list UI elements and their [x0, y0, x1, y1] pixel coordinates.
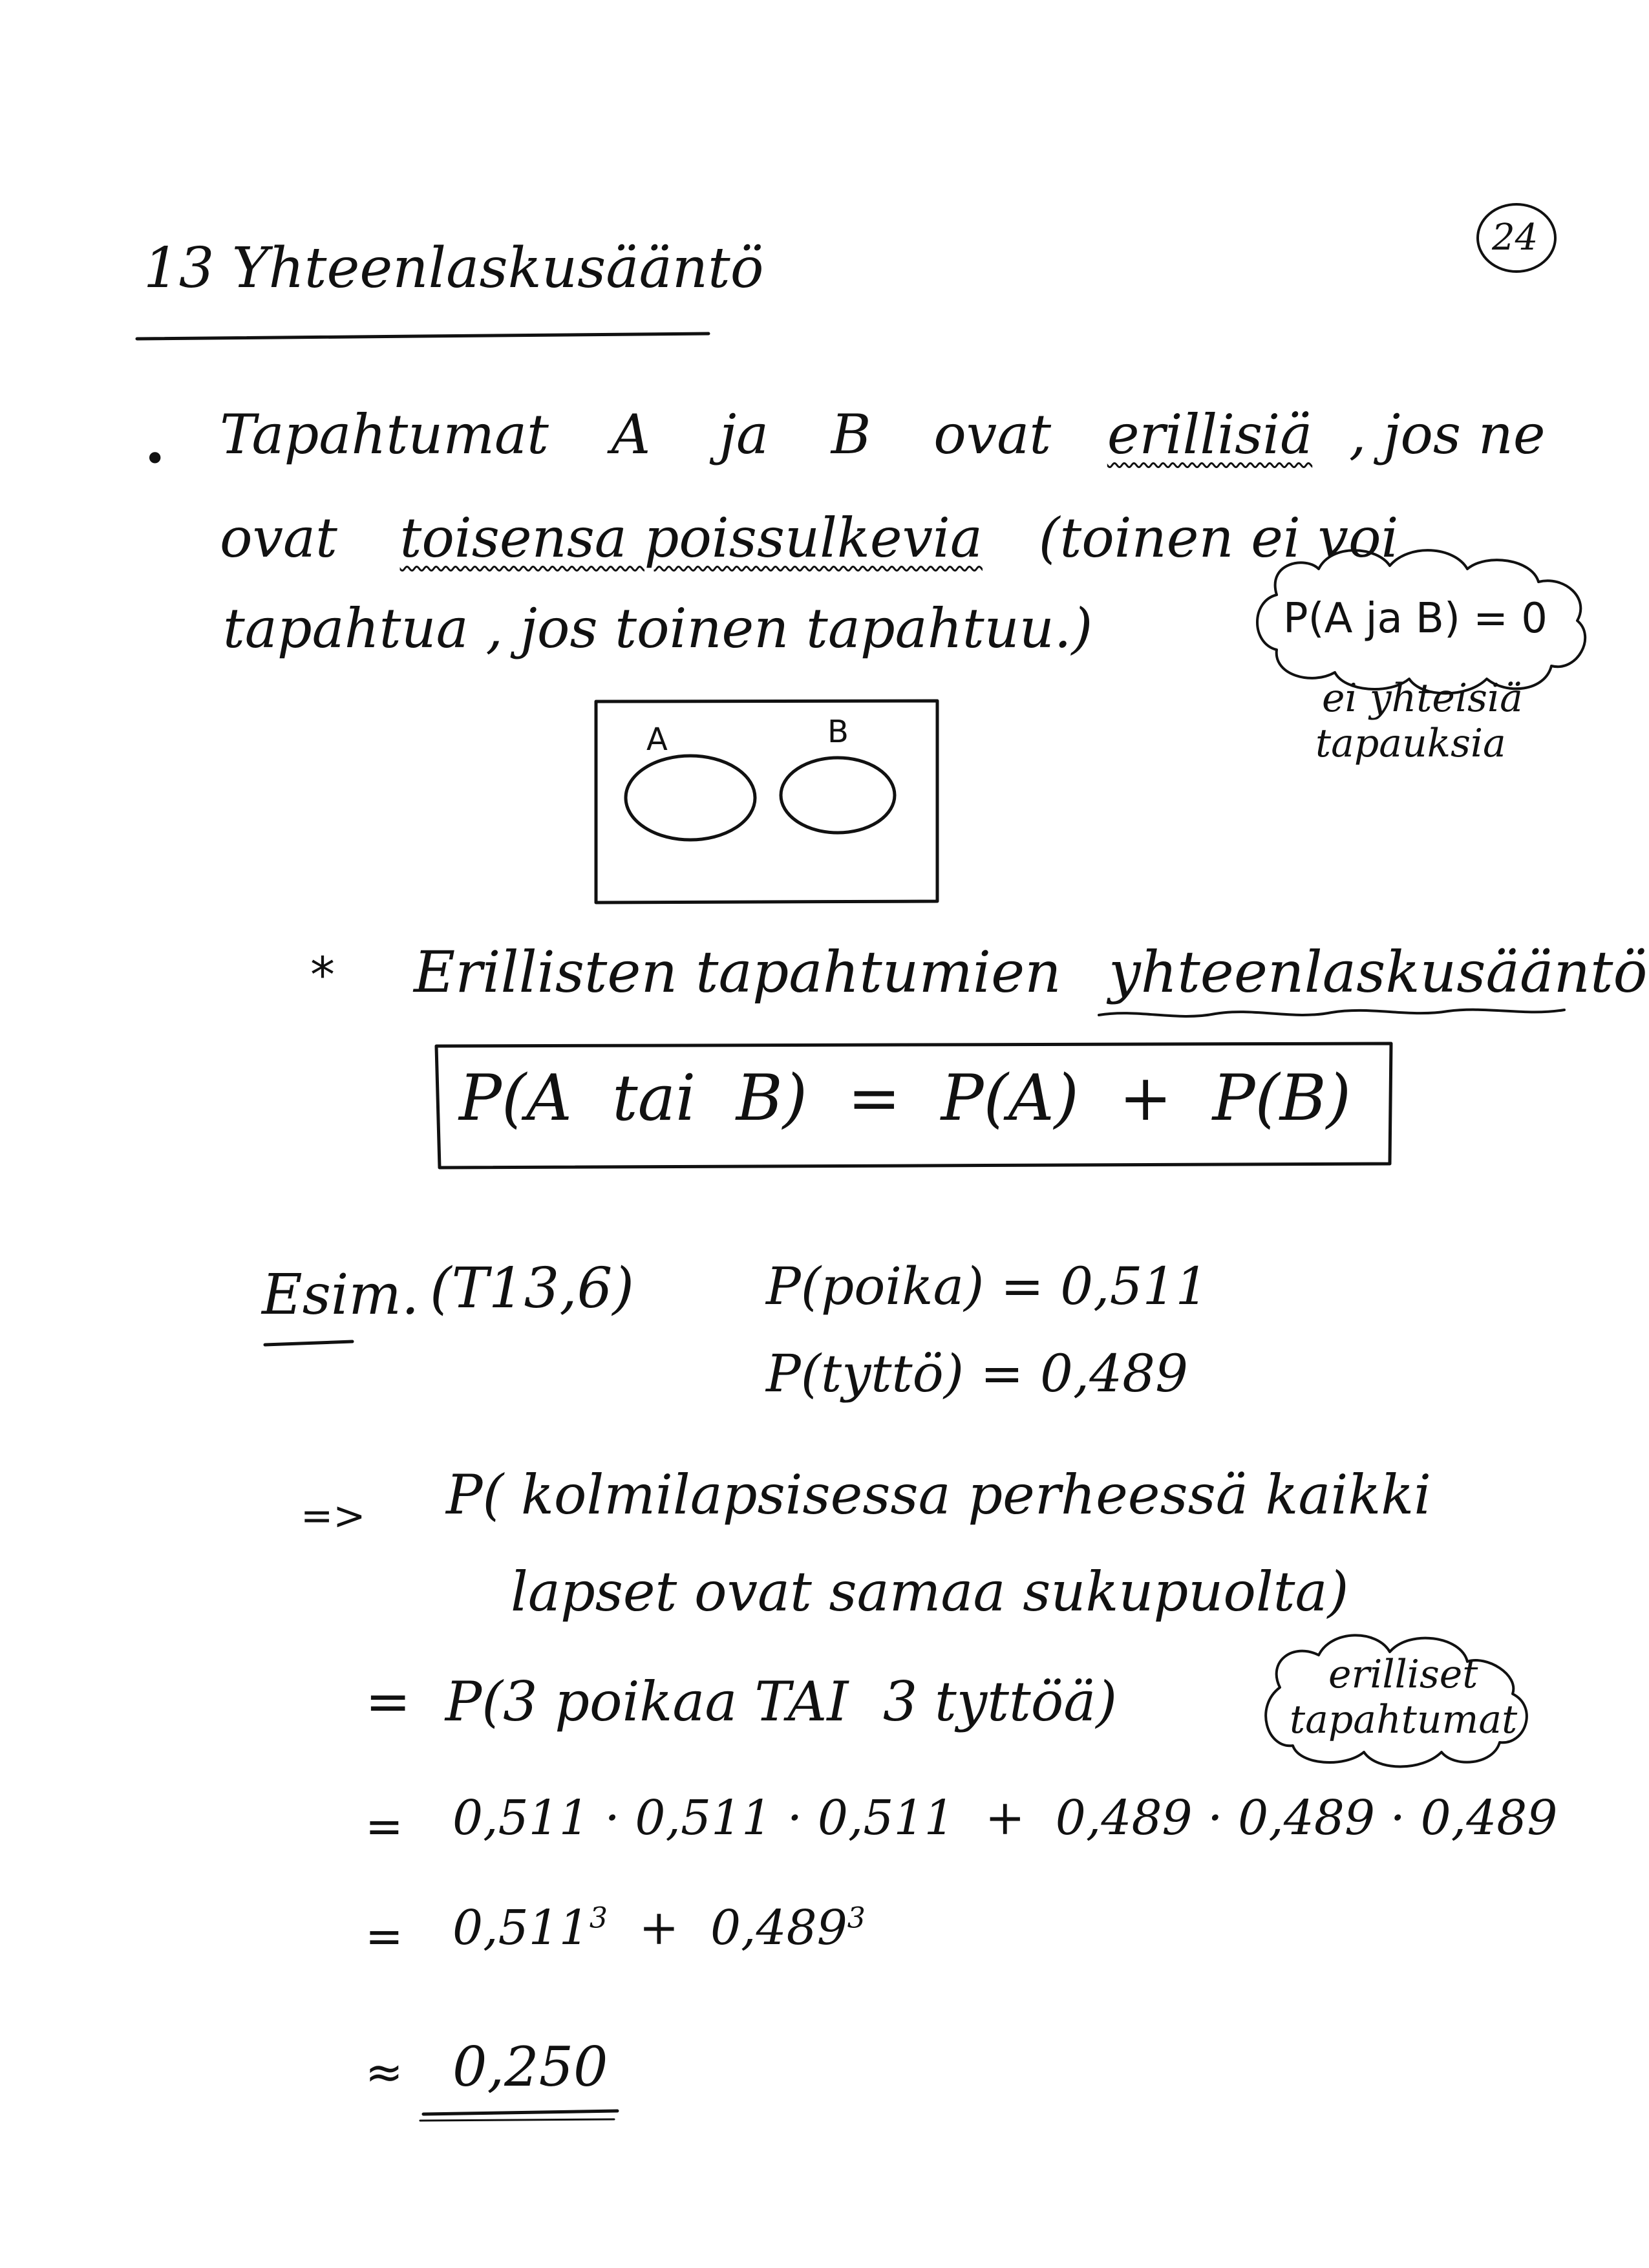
- term-erillisia: erillisiä: [1107, 403, 1313, 466]
- cloud-formula: P(A ja B) = 0: [1283, 595, 1548, 643]
- rule-title-b: yhteenlaskusääntö: [1109, 939, 1648, 1005]
- intro-word: ovat: [220, 506, 337, 570]
- solution-step-3: [452, 1900, 866, 1956]
- rule-title-a: Erillisten tapahtumien: [414, 939, 1061, 1005]
- intro-word: ovat: [933, 403, 1052, 466]
- rule-title-underline: [1099, 1010, 1564, 1016]
- example-reference: (T13,6): [430, 1256, 634, 1321]
- implies-arrow: =>: [301, 1493, 366, 1539]
- given-probability-girl: P(tyttö) = 0,489: [766, 1343, 1188, 1404]
- power-base: 0,489: [710, 1900, 847, 1956]
- result-underline: [423, 2111, 617, 2114]
- venn-label-a: A: [646, 722, 668, 758]
- solution-step-2-sign: =: [365, 1800, 403, 1853]
- intro-word: (toinen ei voi: [1038, 506, 1399, 570]
- intro-line-2: [220, 506, 1399, 570]
- intro-word: ja: [719, 403, 769, 466]
- intro-word: A: [611, 403, 651, 466]
- page-number: 24: [1492, 217, 1538, 259]
- power-base: 0,511: [452, 1900, 590, 1956]
- intro-word: B: [831, 403, 871, 466]
- intro-line-1: [220, 403, 1546, 466]
- example-label: Esim.: [262, 1263, 420, 1327]
- power-exponent: 3: [847, 1901, 866, 1935]
- result-underline-2: [420, 2119, 614, 2121]
- venn-ellipse-a: [626, 756, 755, 840]
- intro-line-3: tapahtua , jos toinen tapahtuu.): [223, 597, 1093, 660]
- page-title: 13 Yhteenlaskusääntö: [144, 236, 764, 301]
- question-line-1: P( kolmilapsisessa perheessä kaikki: [446, 1463, 1432, 1526]
- bullet-point: •: [144, 436, 167, 482]
- cloud-caption-1: ei yhteisiä: [1322, 676, 1523, 721]
- cloud-caption-2: tapauksia: [1315, 721, 1506, 766]
- final-result: 0,250: [452, 2035, 608, 2099]
- solution-step-1: = P(3 poikaa TAI 3 tyttöä): [365, 1670, 1118, 1733]
- power-exponent: 3: [589, 1901, 608, 1935]
- intro-word: Tapahtumat: [220, 403, 549, 466]
- given-probability-boy: P(poika) = 0,511: [766, 1256, 1209, 1316]
- example-label-underline: [265, 1342, 352, 1345]
- rule-star: *: [310, 946, 335, 1003]
- term-toisensa-poissulkevia: toisensa poissulkevia: [399, 506, 983, 570]
- solution-step-3-sign: =: [365, 1910, 403, 1963]
- venn-ellipse-b: [781, 758, 895, 833]
- plus-sign: +: [639, 1900, 679, 1956]
- cloud-note-line-1: erilliset: [1328, 1652, 1478, 1697]
- solution-step-2: 0,511 · 0,511 · 0,511 + 0,489 · 0,489 · 0,489: [452, 1790, 1558, 1846]
- venn-label-b: B: [827, 714, 849, 750]
- intro-word: , jos ne: [1348, 403, 1546, 466]
- cloud-note-line-2: tapahtumat: [1290, 1697, 1518, 1742]
- approx-sign: ≈: [365, 2046, 403, 2099]
- addition-rule-formula: P(A tai B) = P(A) + P(B): [459, 1062, 1351, 1135]
- heading-underline: [137, 334, 708, 339]
- question-line-2: lapset ovat samaa sukupuolta): [511, 1560, 1349, 1623]
